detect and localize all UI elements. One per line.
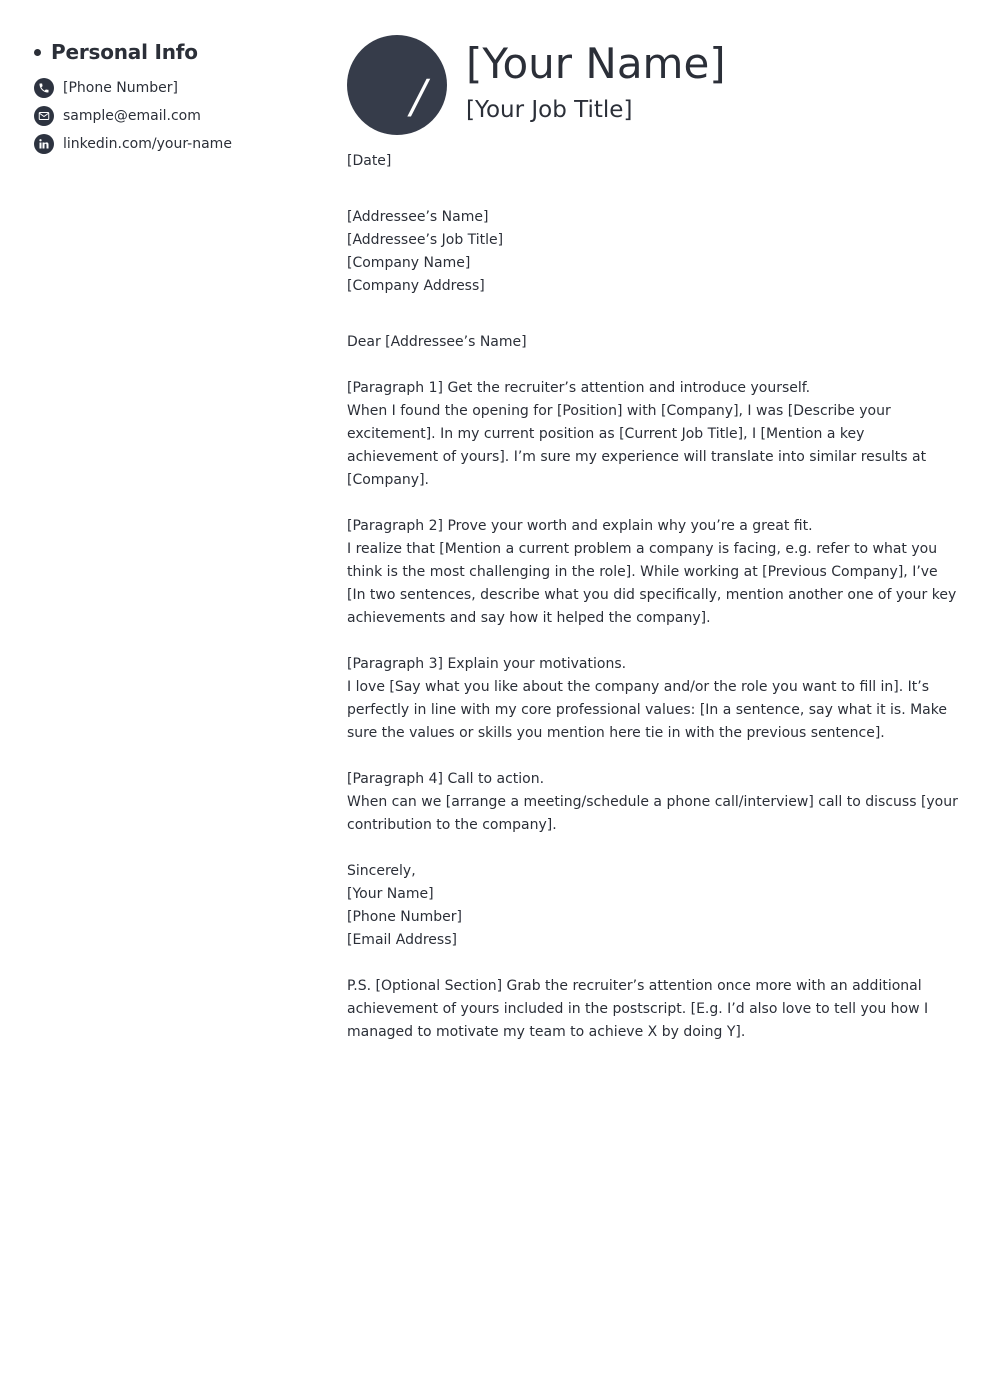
sidebar [34,38,314,158]
address-line: [Company Name] [347,255,471,271]
paragraph-heading: [Paragraph 2] Prove your worth and explain why you’re a great fit. [347,518,813,534]
contact-list [34,74,314,158]
avatar [347,35,447,135]
applicant-job-title: [Your Job Title] [466,97,633,123]
paragraph-body: When I found the opening for [Position] with [Company], I was [Describe your excitement]. In my current position as [Current Job Title], I [Mention a key achievement of yours]. I’m sure my experience will translate into similar results at [Company]. [347,403,927,488]
linkedin-icon [34,134,54,154]
closing-line: [Phone Number] [347,909,462,925]
email-icon [34,106,54,126]
recipient-address [347,206,959,298]
paragraph-body: When can we [arrange a meeting/schedule a phone call/interview] call to discuss [your contribution to the company]. [347,794,958,833]
paragraph-body: I love [Say what you like about the company and/or the role you want to fill in]. It’s perfectly in line with my core professional values: [In a sentence, say what it is. Make sure the values or skills you mention here tie in with the previous sentence]. [347,679,947,741]
personal-info-title: Personal Info [51,40,198,64]
address-line: [Company Address] [347,278,485,294]
letter-body [347,150,959,1044]
letter-date: [Date] [347,153,392,169]
letter-greeting: Dear [Addressee’s Name] [347,334,527,350]
paragraph-heading: [Paragraph 3] Explain your motivations. [347,656,627,672]
avatar-initials: / [411,69,427,123]
letter-paragraph-1 [347,377,959,492]
paragraph-heading: [Paragraph 1] Get the recruiter’s attention and introduce yourself. [347,380,811,396]
letter-closing [347,860,959,952]
letter-postscript: P.S. [Optional Section] Grab the recruiter’s attention once more with an additional achievement of yours included in the postscript. [E.g. I’d also love to tell you how I managed to motivate my team to achieve X by doing Y]. [347,978,929,1040]
address-line: [Addressee’s Name] [347,209,489,225]
contact-phone-text: [Phone Number] [63,80,178,96]
paragraph-heading: [Paragraph 4] Call to action. [347,771,545,787]
paragraph-body: I realize that [Mention a current problem a company is facing, e.g. refer to what you think is the most challenging in the role]. While working at [Previous Company], I’ve [In two sentences, describe what you did specifically, mention another one of your key achievements and say how it helped the company]. [347,541,957,626]
contact-item-phone [34,74,314,102]
letter-paragraph-3 [347,653,959,745]
closing-line: [Your Name] [347,886,434,902]
letter-paragraph-4 [347,768,959,837]
personal-info-heading [34,38,314,66]
contact-linkedin-text[interactable]: linkedin.com/your-name [63,136,232,152]
phone-icon [34,78,54,98]
address-line: [Addressee’s Job Title] [347,232,504,248]
letter-paragraph-2 [347,515,959,630]
contact-item-linkedin [34,130,314,158]
applicant-name: [Your Name] [466,39,726,88]
bullet-icon [34,49,41,56]
closing-line: Sincerely, [347,863,416,879]
closing-line: [Email Address] [347,932,457,948]
contact-item-email [34,102,314,130]
contact-email-text[interactable]: sample@email.com [63,108,201,124]
